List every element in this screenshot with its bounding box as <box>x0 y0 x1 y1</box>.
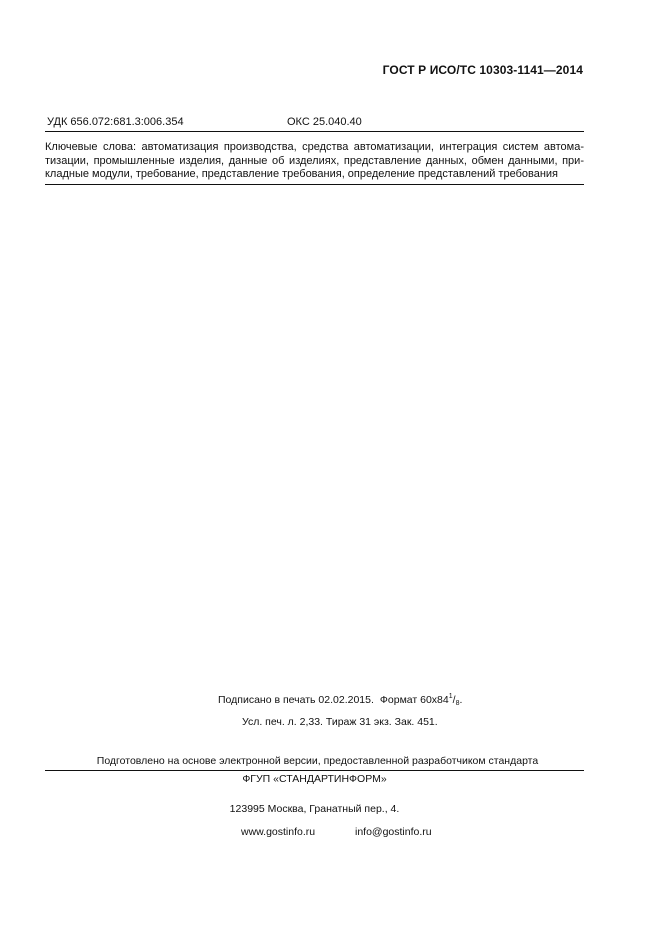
keywords-line: Ключевые слова: автоматизация производства, средства автоматизации, интеграция систем автома- <box>45 141 584 153</box>
website-link[interactable]: www.gostinfo.ru <box>241 826 316 838</box>
oks-code: ОКС 25.040.40 <box>287 116 362 128</box>
keywords-line: тизации, промышленные изделия, данные об изделиях, представление данных, обмен данными, при- <box>45 154 584 167</box>
publisher-address: 123995 Москва, Гранатный пер., 4. <box>229 803 400 815</box>
publisher-name: ФГУП «СТАНДАРТИНФОРМ» <box>242 773 387 785</box>
print-info: Усл. печ. л. 2,33. Тираж 31 экз. Зак. 451. <box>242 716 438 728</box>
udk-code: УДК 656.072:681.3:006.354 <box>47 116 184 128</box>
keywords-line: кладные модули, требование, представление требования, определение представлений требования <box>45 168 559 180</box>
divider <box>45 770 584 771</box>
paper-format: Формат $60x84^1/_8$. <box>379 693 463 707</box>
standard-code: ГОСТ Р ИСО/ТС 10303-1141—2014 <box>382 63 583 77</box>
signed-for-print <box>218 693 462 707</box>
keywords-block <box>45 141 584 185</box>
signed-date: Подписано в печать 02.02.2015. <box>218 694 374 706</box>
format-denominator: 8 <box>455 700 460 707</box>
email-link[interactable]: info@gostinfo.ru <box>355 826 432 838</box>
prepared-note: Подготовлено на основе электронной версии, предоставленной разработчиком стандарта <box>96 755 539 767</box>
format-numerator: 1 <box>448 693 453 700</box>
classification-row <box>45 116 584 132</box>
